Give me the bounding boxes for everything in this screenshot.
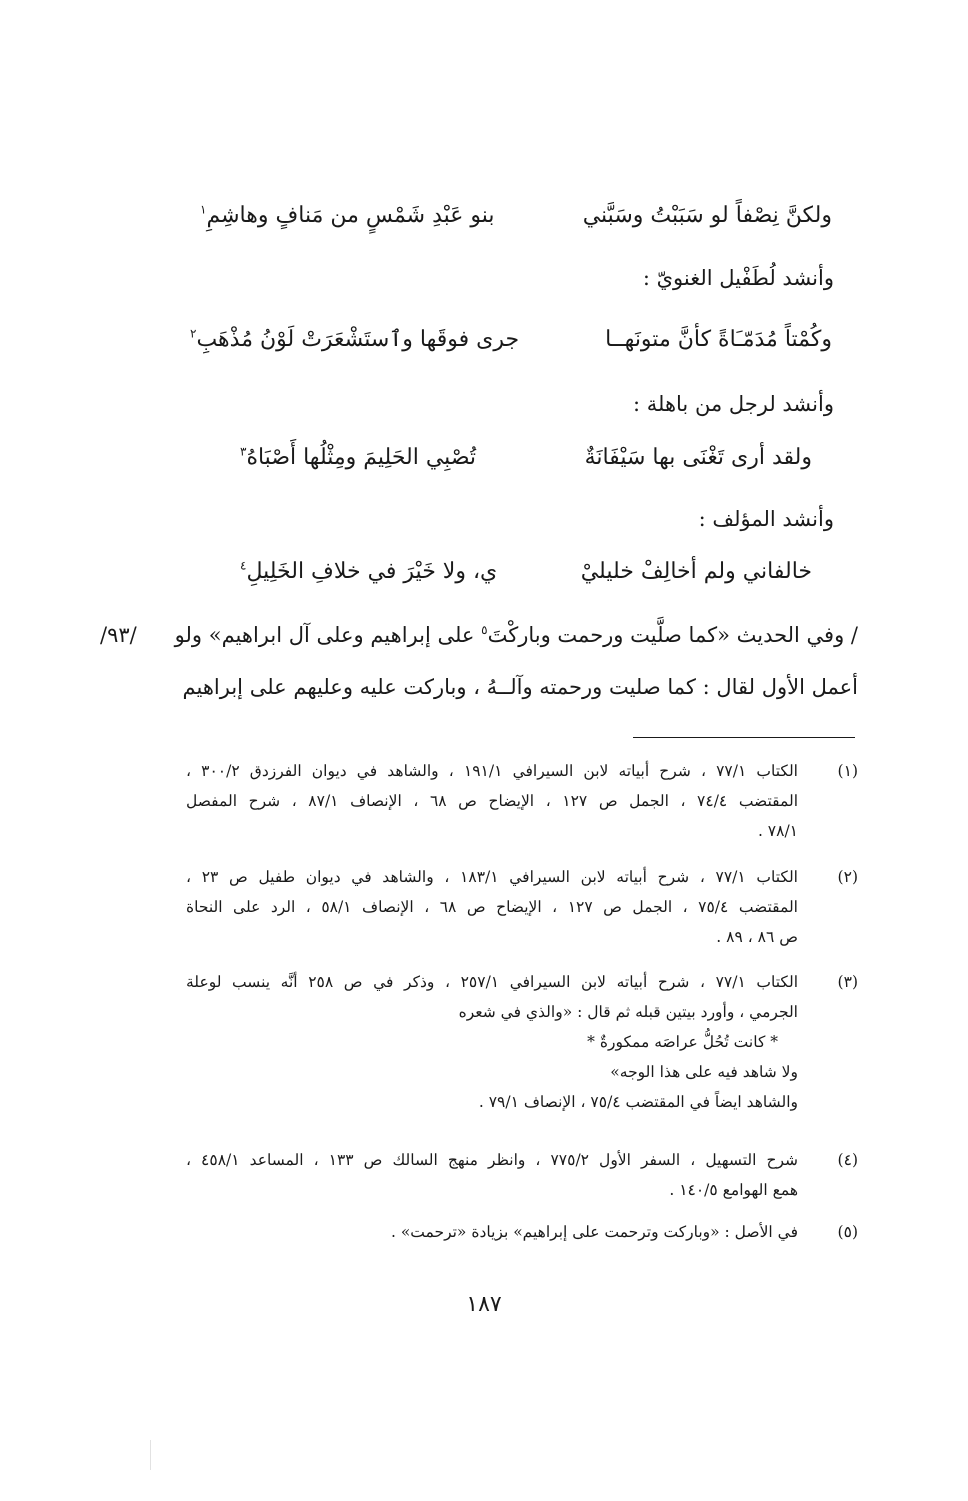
- intro-author: وأنشد المؤلف :: [698, 507, 834, 531]
- footnote-ref-1: ١: [200, 202, 207, 217]
- footnote-2-line: ص ٨٦ ، ٨٩ .: [716, 928, 798, 946]
- footnote-2-body: [186, 862, 798, 952]
- footnote-3-number: (٣): [837, 973, 858, 991]
- footnote-4-body: [186, 1145, 798, 1205]
- footnote-3-line: الكتاب ٧٧/١ ، شرح أبياته لابن السيرافي ٢٥٧/١ ، وذكر في ص ٢٥٨ أنَّه ينسب لوعلة: [186, 973, 798, 991]
- footnote-2: [186, 862, 858, 952]
- footnote-3: [186, 967, 858, 1117]
- footnote-3-line: والشاهد ايضاً في المقتضب ٧٥/٤ ، الإنصاف ٧٩/١ .: [478, 1093, 798, 1111]
- footnote-ref-3: ٣: [240, 444, 247, 459]
- verse-4: [240, 557, 812, 587]
- footnote-3-body: [186, 967, 798, 1117]
- footnote-5-body: [186, 1217, 798, 1247]
- verse-3-second-hemistich: [240, 443, 476, 473]
- verse-2: [190, 325, 832, 355]
- footnote-separator: [633, 737, 855, 738]
- intro-bahila: وأنشد لرجل من باهلة :: [633, 392, 834, 416]
- footnote-3-line: ولا شاهد فيه على هذا الوجه»: [610, 1063, 798, 1081]
- verse-1-second-hemistich-text: بنو عَبْدِ شَمْسٍ من مَنافٍ وهاشِمِ: [206, 203, 495, 228]
- footnote-5-number: (٥): [837, 1223, 858, 1241]
- verse-3-first-hemistich: ولقد أرى تَغْنَى بها سَيْفَانَةٌ: [584, 445, 812, 470]
- verse-3-second-hemistich-text: تُصْبِي الحَلِيمَ ومِثْلُها أَصْبَاهُ: [246, 445, 477, 470]
- footnote-2-number: (٢): [837, 868, 858, 886]
- hadith-line-1-start: / وفي الحديث «كما صلَّيت ورحمت وباركْتَ: [487, 623, 858, 647]
- footnote-ref-5: ٥: [481, 623, 488, 637]
- footnote-5: [186, 1217, 858, 1247]
- verse-2-first-hemistich: وكُمْتاً مُدَمّـَاةً كأنَّ متونَهــا: [605, 327, 832, 352]
- verse-3: [240, 443, 812, 473]
- footnote-1-line: ٧٨/١ .: [757, 822, 798, 840]
- footnote-1-body: [186, 756, 798, 846]
- footnote-4-number: (٤): [837, 1151, 858, 1169]
- verse-1-first-hemistich: ولكنَّ نِصْفاً لو سَبَبْتُ وسَبَّني: [582, 203, 832, 228]
- verse-2-second-hemistich: [190, 325, 519, 355]
- hadith-line-1-end: على إبراهيم وعلى آل ابراهيم» ولو: [174, 623, 475, 647]
- footnote-1-number: (١): [837, 762, 858, 780]
- footnote-4: [186, 1145, 858, 1205]
- scan-artifact-line: [150, 1440, 151, 1470]
- intro-tufayl: وأنشد لُطَفْيل الغنويّ :: [642, 266, 834, 290]
- footnote-3-quoted-verse: * كانت تُحُلُّ عراصَه ممكورةٌ *: [587, 1033, 778, 1051]
- footnote-2-line: المقتضب ٧٥/٤ ، الجمل ص ١٢٧ ، الإيضاح ص ٦٨ ، الإنصاف ٥٨/١ ، الرد على النحاة: [186, 898, 798, 916]
- verse-4-first-hemistich: خالفاني ولم أخالِفْ خليليْ: [580, 559, 812, 584]
- footnote-2-line: الكتاب ٧٧/١ ، شرح أبياته لابن السيرافي ١٨٣/١ ، والشاهد في ديوان طفيل ص ٢٣ ،: [186, 868, 798, 886]
- hadith-line-2: أعمل الأول لقال : كما صليت ورحمته وآلــهُ ، وباركت عليه وعليهم على إبراهيم: [182, 675, 858, 699]
- footnote-4-line: همع الهوامع ١٤٠/٥ .: [669, 1181, 798, 1199]
- verse-1: [200, 201, 832, 231]
- footnote-ref-4: ٤: [240, 558, 247, 573]
- verse-2-second-hemistich-text: جرى فوقَها وٱستَشْعَرَتْ لَوْنُ مُذْهَبِ: [196, 327, 520, 352]
- footnote-ref-2: ٢: [190, 326, 197, 341]
- manuscript-folio-marker: /٩٣/: [100, 623, 137, 647]
- verse-4-second-hemistich-text: ي، ولا خَيْرَ في خلافِ الخَلِيلِ: [246, 559, 498, 584]
- footnote-1-line: الكتاب ٧٧/١ ، شرح أبياته لابن السيرافي ١٩١/١ ، والشاهد في ديوان الفرزدق ٣٠٠/٢ ،: [186, 762, 798, 780]
- verse-1-second-hemistich: [200, 201, 495, 231]
- footnote-1: [186, 756, 858, 846]
- footnote-1-line: المقتضب ٧٤/٤ ، الجمل ص ١٢٧ ، الإيضاح ص ٦٨ ، الإنصاف ٨٧/١ ، شرح المفصل: [186, 792, 798, 810]
- hadith-line-1: [174, 620, 858, 650]
- page-number: ١٨٧: [466, 1292, 502, 1317]
- verse-4-second-hemistich: [240, 557, 497, 587]
- footnote-4-line: شرح التسهيل ، السفر الأول ٧٧٥/٢ ، وانظر منهج السالك ص ١٣٣ ، المساعد ٤٥٨/١ ،: [186, 1151, 799, 1169]
- footnote-3-line: الجرمي ، وأورد بيتين قبله ثم قال : «والذي في شعره: [458, 1003, 798, 1021]
- footnote-5-line: في الأصل : «وباركت وترحمت على إبراهيم» بزيادة «ترحمت» .: [390, 1223, 798, 1241]
